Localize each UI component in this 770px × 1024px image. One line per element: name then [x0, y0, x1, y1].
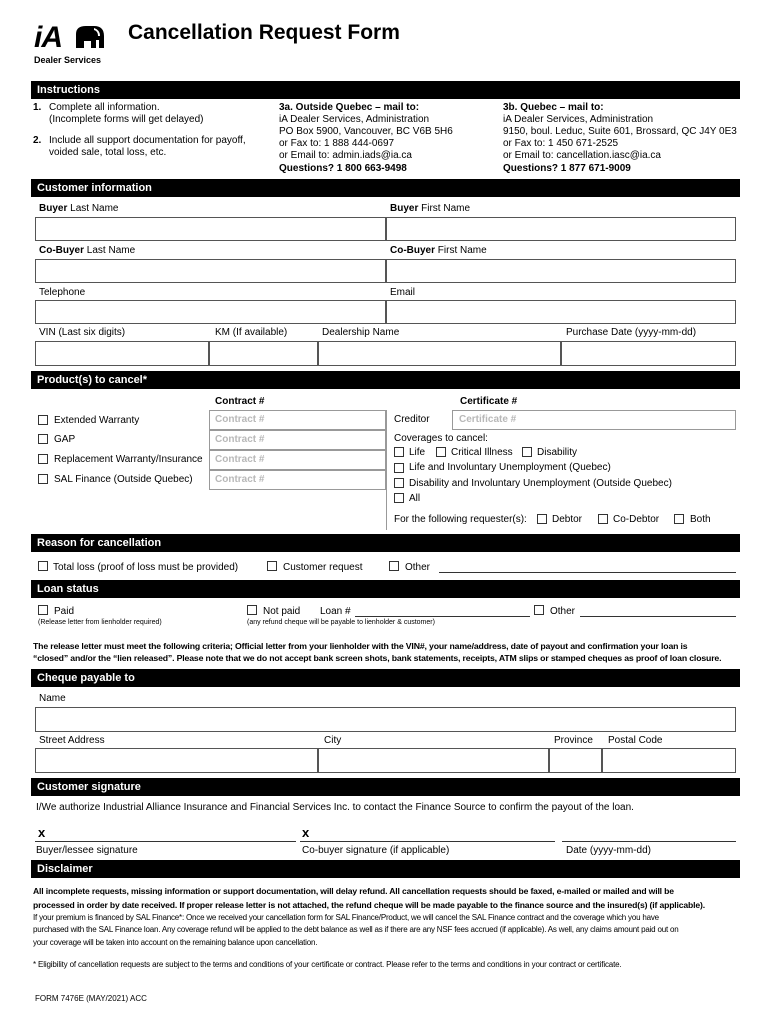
loan-number-line[interactable] — [355, 616, 530, 617]
km-label: KM (If available) — [215, 327, 288, 338]
postal-code-label: Postal Code — [608, 735, 663, 746]
total-loss-checkbox[interactable] — [38, 561, 48, 571]
cobuyer-signature-label: Co-buyer signature (if applicable) — [302, 845, 450, 856]
life-unemployment-quebec-checkbox[interactable] — [394, 463, 404, 473]
certificate-column-header: Certificate # — [460, 396, 518, 407]
codebtor-checkbox[interactable] — [598, 514, 608, 524]
signature-header: Customer signature — [31, 778, 740, 796]
disclaimer-line4: purchased with the SAL Finance loan. Any coverage refund will be applied to the debt balance as well as if there are any NSF fees accrued (if applicable). As well, any claims amount paid out on — [33, 925, 679, 934]
both-label: Both — [690, 514, 711, 525]
debtor-checkbox[interactable] — [537, 514, 547, 524]
all-coverages-label: All — [409, 493, 421, 504]
reason-other-label: Other — [405, 562, 431, 573]
page-title: Cancellation Request Form — [128, 21, 400, 44]
instruction-1-number: 1. — [33, 102, 42, 113]
instruction-1-line2: (Incomplete forms will get delayed) — [49, 114, 204, 125]
quebec-line2: 9150, boul. Leduc, Suite 601, Brossard, QC J4Y 0E3 — [503, 126, 737, 137]
gap-contract-placeholder: Contract # — [215, 434, 265, 445]
gap-label: GAP — [54, 434, 76, 445]
purchase-date-label: Purchase Date (yyyy-mm-dd) — [566, 327, 697, 338]
instructions-header: Instructions — [31, 81, 740, 99]
life-label: Life — [409, 447, 426, 458]
not-paid-note: (any refund cheque will be payable to lienholder & customer) — [247, 619, 435, 626]
vin-label: VIN (Last six digits) — [39, 327, 126, 338]
payee-name-label: Name — [39, 693, 66, 704]
reason-other-line[interactable] — [439, 572, 736, 573]
quebec-email: or Email to: cancellation.iasc@ia.ca — [503, 150, 661, 161]
release-criteria-line1: The release letter must meet the following criteria; Official letter from your lienholder with the VIN#, your name/address, date of payout and confirmation your loan is — [33, 641, 688, 651]
reason-header: Reason for cancellation — [31, 534, 740, 552]
buyer-last-name-field[interactable] — [35, 217, 386, 241]
customer-request-label: Customer request — [283, 562, 363, 573]
paid-note: (Release letter from lienholder required) — [38, 619, 162, 626]
sal-finance-contract-placeholder: Contract # — [215, 474, 265, 485]
gap-checkbox[interactable] — [38, 434, 48, 444]
loan-status-header: Loan status — [31, 580, 740, 598]
loan-other-checkbox[interactable] — [534, 605, 544, 615]
paid-checkbox[interactable] — [38, 605, 48, 615]
province-label: Province — [554, 735, 593, 746]
disability-label: Disability — [537, 447, 578, 458]
cobuyer-signature-line[interactable] — [300, 841, 555, 842]
disability-unemployment-label: Disability and Involuntary Unemployment (Outside Quebec) — [409, 478, 672, 489]
product-divider — [386, 410, 387, 530]
buyer-signature-line[interactable] — [35, 841, 296, 842]
dealership-field[interactable] — [318, 341, 561, 366]
buyer-first-name-label: Buyer First Name — [390, 203, 471, 214]
logo-subtitle: Dealer Services — [34, 55, 102, 65]
payee-name-field[interactable] — [35, 707, 736, 732]
disability-unemployment-checkbox[interactable] — [394, 478, 404, 488]
loan-other-line[interactable] — [580, 616, 736, 617]
replacement-warranty-contract-placeholder: Contract # — [215, 454, 265, 465]
cobuyer-last-name-label: Co-Buyer Last Name — [39, 245, 136, 256]
paid-label: Paid — [54, 606, 75, 617]
logo-text: iA — [34, 21, 62, 54]
replacement-warranty-checkbox[interactable] — [38, 454, 48, 464]
disclaimer-bold-line1: All incomplete requests, missing information or support documentation, will delay refund. All cancellation requests should be faxed, e-mailed or mailed and will be — [33, 886, 674, 896]
km-field[interactable] — [209, 341, 318, 366]
form-code: FORM 7476E (MAY/2021) ACC — [35, 994, 147, 1003]
cobuyer-last-name-field[interactable] — [35, 259, 386, 283]
coverages-label: Coverages to cancel: — [394, 433, 488, 444]
city-field[interactable] — [318, 748, 549, 773]
sal-finance-checkbox[interactable] — [38, 474, 48, 484]
disability-checkbox[interactable] — [522, 447, 532, 457]
cobuyer-first-name-label: Co-Buyer First Name — [390, 245, 487, 256]
buyer-first-name-field[interactable] — [386, 217, 736, 241]
instruction-2-line1: Include all support documentation for payoff, — [49, 135, 246, 146]
customer-request-checkbox[interactable] — [267, 561, 277, 571]
customer-info-header: Customer information — [31, 179, 740, 197]
cobuyer-x-mark: x — [302, 825, 310, 840]
extended-warranty-checkbox[interactable] — [38, 415, 48, 425]
quebec-fax: or Fax to: 1 450 671-2525 — [503, 138, 619, 149]
loan-number-label: Loan # — [320, 606, 351, 617]
purchase-date-field[interactable] — [561, 341, 736, 366]
authorization-text: I/We authorize Industrial Alliance Insurance and Financial Services Inc. to contact the Finance Source to confirm the payout of the loan. — [36, 802, 634, 813]
buyer-signature-label: Buyer/lessee signature — [36, 845, 138, 856]
telephone-field[interactable] — [35, 300, 386, 324]
not-paid-checkbox[interactable] — [247, 605, 257, 615]
instruction-2-number: 2. — [33, 135, 42, 146]
total-loss-label: Total loss (proof of loss must be provided) — [53, 562, 239, 573]
critical-illness-checkbox[interactable] — [436, 447, 446, 457]
outside-quebec-line2: PO Box 5900, Vancouver, BC V6B 5H6 — [279, 126, 453, 137]
elephant-icon — [72, 24, 106, 50]
signature-date-label: Date (yyyy-mm-dd) — [566, 845, 652, 856]
replacement-warranty-label: Replacement Warranty/Insurance — [54, 454, 203, 465]
extended-warranty-label: Extended Warranty — [54, 415, 140, 426]
outside-quebec-email: or Email to: admin.iads@ia.ca — [279, 150, 412, 161]
all-coverages-checkbox[interactable] — [394, 493, 404, 503]
province-field[interactable] — [549, 748, 602, 773]
telephone-label: Telephone — [39, 287, 86, 298]
buyer-last-name-label: Buyer Last Name — [39, 203, 119, 214]
release-criteria-line2: “closed” and/or the “lien released”. Please note that we do not accept bank screen shots, bank statements, receipts, ATM slips or stamped cheques as proof of loan closure. — [33, 653, 722, 663]
both-checkbox[interactable] — [674, 514, 684, 524]
vin-field[interactable] — [35, 341, 209, 366]
disclaimer-line3: If your premium is financed by SAL Finance*: Once we received your cancellation form for SAL Finance/Product, we will cancel the SAL Finance contract and the coverage which you have — [33, 913, 659, 922]
outside-quebec-fax: or Fax to: 1 888 444-0697 — [279, 138, 395, 149]
instruction-1-line1: Complete all information. — [49, 102, 160, 113]
loan-other-label: Other — [550, 606, 576, 617]
quebec-line1: iA Dealer Services, Administration — [503, 114, 654, 125]
outside-quebec-title: 3a. Outside Quebec – mail to: — [279, 102, 420, 113]
requesters-label: For the following requester(s): — [394, 514, 527, 525]
disclaimer-bold-line2: processed in order by date received. If proper release letter is not attached, the refund cheque will be made payable to the finance source and the insured(s) (if applicable). — [33, 900, 705, 910]
cheque-header: Cheque payable to — [31, 669, 740, 687]
life-unemployment-quebec-label: Life and Involuntary Unemployment (Quebec) — [409, 462, 611, 473]
street-address-label: Street Address — [39, 735, 105, 746]
buyer-x-mark: x — [38, 825, 46, 840]
life-checkbox[interactable] — [394, 447, 404, 457]
outside-quebec-phone: Questions? 1 800 663-9498 — [279, 163, 407, 174]
instruction-2-line2: voided sale, total loss, etc. — [49, 147, 167, 158]
email-field[interactable] — [386, 300, 736, 324]
not-paid-label: Not paid — [263, 606, 301, 617]
products-header: Product(s) to cancel* — [31, 371, 740, 389]
outside-quebec-line1: iA Dealer Services, Administration — [279, 114, 430, 125]
city-label: City — [324, 735, 342, 746]
critical-illness-label: Critical Illness — [451, 447, 513, 458]
codebtor-label: Co-Debtor — [613, 514, 660, 525]
certificate-placeholder: Certificate # — [459, 414, 517, 425]
extended-warranty-contract-placeholder: Contract # — [215, 414, 265, 425]
disclaimer-line5: your coverage will be taken into account on the remaining balance upon cancellation. — [33, 938, 318, 947]
email-label: Email — [390, 287, 416, 298]
disclaimer-header: Disclaimer — [31, 860, 740, 878]
reason-other-checkbox[interactable] — [389, 561, 399, 571]
quebec-phone: Questions? 1 877 671-9009 — [503, 163, 631, 174]
sal-finance-label: SAL Finance (Outside Quebec) — [54, 474, 193, 485]
debtor-label: Debtor — [552, 514, 583, 525]
contract-column-header: Contract # — [215, 396, 265, 407]
street-address-field[interactable] — [35, 748, 318, 773]
creditor-label: Creditor — [394, 414, 430, 425]
quebec-title: 3b. Quebec – mail to: — [503, 102, 604, 113]
disclaimer-footnote: * Eligibility of cancellation requests are subject to the terms and conditions of your certificate or contract. Please refer to the terms and conditions in your contract or certificate. — [33, 960, 622, 969]
signature-date-line[interactable] — [562, 841, 736, 842]
ia-logo — [34, 22, 114, 64]
dealership-label: Dealership Name — [322, 327, 400, 338]
postal-code-field[interactable] — [602, 748, 736, 773]
cobuyer-first-name-field[interactable] — [386, 259, 736, 283]
